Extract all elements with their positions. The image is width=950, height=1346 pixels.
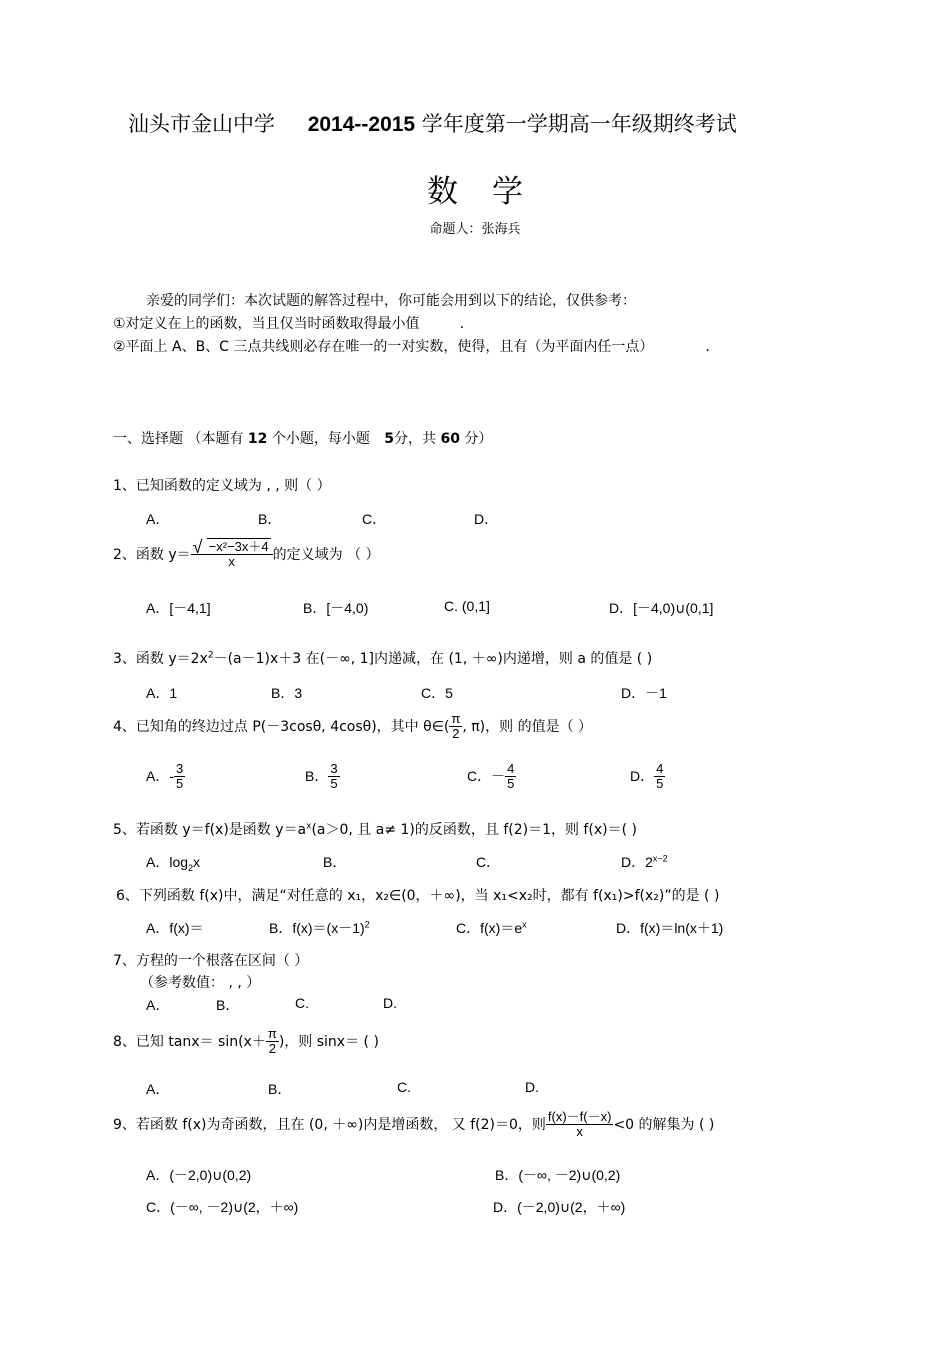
- section-pre: 一、选择题 （本题有: [113, 431, 244, 447]
- question-6-stem: 6、下列函数 f(x)中，满足“对任意的 x₁，x₂∈(0，＋∞)，当 x₁<x₂时，都有 f(x₁)>f(x₂)”的是 ( ): [116, 888, 720, 904]
- q5-sup: x: [306, 821, 312, 832]
- q2-option-b: B．[－4,0): [303, 600, 369, 616]
- q5-post: (a＞0, 且 a≠ 1)的反函数，且 f(2)＝1，则 f(x)＝( ): [311, 822, 637, 838]
- q2-pre: 2、函数 y＝: [113, 547, 191, 564]
- q7-option-a: A．: [146, 997, 170, 1013]
- q4-numerator: π: [451, 711, 461, 726]
- q3-pre: 3、函数 y＝2x: [113, 651, 208, 667]
- q7-reference: （参考数值： , , ）: [140, 975, 261, 991]
- q4-option-a: [146, 762, 185, 790]
- q4-d-label: D．: [630, 768, 655, 785]
- q7-option-d: D.: [383, 995, 397, 1011]
- q9-denominator: x: [576, 1123, 583, 1139]
- subject-heading: 数学: [427, 174, 557, 210]
- q8-post: )，则 sinx＝ ( ): [278, 1034, 379, 1051]
- q4-pre: 4、已知角的终边过点 P(－3cosθ, 4cosθ)，其中 θ∈(: [113, 719, 450, 736]
- q5-d-pre: D．2: [621, 854, 653, 870]
- title-school: 汕头市金山中学: [128, 112, 275, 136]
- question-3-stem: [113, 648, 652, 668]
- intro-line-2: [113, 313, 464, 333]
- q3-option-d: D．－1: [621, 685, 667, 701]
- section-points-each: 5: [384, 431, 395, 447]
- q1-option-d: D．: [474, 511, 499, 527]
- q8-option-a: A．: [146, 1081, 170, 1097]
- section-mid1: 个小题，每小题: [271, 431, 370, 447]
- q2-option-d: D．[－4,0)∪(0,1]: [609, 600, 714, 616]
- q5-option-c: C．: [476, 854, 501, 870]
- q6-b-sup: 2: [364, 919, 370, 930]
- q9-numerator: f(x)－f(－x): [547, 1109, 612, 1124]
- q4-option-b: [305, 762, 340, 790]
- q2-denominator: x: [228, 553, 235, 569]
- q4-c-label: C．－: [467, 768, 506, 785]
- q2-option-a: A．[－4,1]: [146, 600, 211, 616]
- section-count: 12: [247, 431, 268, 447]
- q5-a-pre: A．log: [146, 854, 189, 870]
- q4-c-fraction: [505, 762, 516, 790]
- q5-pre: 5、若函数 y＝f(x)是函数 y＝a: [113, 822, 307, 838]
- q2-numerator: −x²−3x＋4: [208, 539, 269, 554]
- q4-b-label: B．: [305, 768, 329, 785]
- q1-option-c: C．: [362, 511, 387, 527]
- q2-post: 的定义域为 （ ）: [272, 547, 380, 564]
- q6-c-pre: C．f(x)＝e: [456, 920, 523, 936]
- q2-option-c: C. (0,1]: [444, 598, 490, 614]
- q7-option-b: B．: [216, 997, 240, 1013]
- q4-b-den: 5: [330, 775, 338, 791]
- q5-a-post: x: [193, 854, 201, 870]
- q5-d-sup: x−2: [652, 853, 668, 864]
- q4-a-fraction: [174, 762, 185, 790]
- q1-option-a: A．: [146, 511, 170, 527]
- q4-b-num: 3: [330, 761, 338, 776]
- q4-d-den: 5: [656, 775, 664, 791]
- q9-option-a: A．(－2,0)∪(0,2): [146, 1167, 252, 1183]
- q8-option-d: D.: [525, 1079, 539, 1095]
- q7-option-c: C.: [295, 995, 309, 1011]
- section-heading: [113, 428, 492, 448]
- question-7-stem: 7、方程的一个根落在区间（ ）: [113, 953, 309, 969]
- q4-a-label: A．-: [146, 768, 174, 785]
- question-8-stem: [113, 1027, 379, 1055]
- q3-sup: 2: [207, 650, 214, 661]
- q1-option-b: B．: [258, 511, 282, 527]
- q4-option-c: [467, 762, 516, 790]
- q6-b-pre: B．f(x)＝(x－1): [269, 920, 365, 936]
- question-1-stem: 1、已知函数的定义域为 , , 则（ ）: [113, 478, 331, 494]
- intro-line-3: [113, 336, 710, 356]
- q4-c-num: 4: [507, 761, 515, 776]
- q3-option-b: B．3: [271, 685, 303, 701]
- intro-line-2-end: .: [459, 316, 465, 332]
- title-year: 2014--2015: [307, 113, 416, 136]
- q4-a-num: 3: [176, 761, 184, 776]
- q9-option-d: D．(－2,0)∪(2，＋∞): [493, 1199, 626, 1215]
- q4-post: , π)，则 的值是（ ）: [462, 719, 593, 736]
- q4-denominator: 2: [452, 725, 460, 741]
- q4-d-num: 4: [656, 761, 664, 776]
- author-line: 命题人：张海兵: [429, 222, 521, 237]
- q8-option-b: B．: [268, 1081, 292, 1097]
- q5-option-d: [621, 852, 668, 872]
- q3-post: －(a－1)x＋3 在(－∞, 1]内递减，在 (1, ＋∞)内递增，则 a 的值是 ( ): [213, 651, 653, 667]
- question-5-stem: [113, 819, 637, 839]
- intro-line-3-end: .: [705, 339, 710, 355]
- title-term: 学年度第一学期高一年级期终考试: [421, 112, 737, 136]
- q4-b-fraction: [328, 762, 339, 790]
- intro-line-1: 亲爱的同学们：本次试题的解答过程中，你可能会用到以下的结论，仅供参考：: [146, 293, 636, 309]
- q5-option-a: [146, 852, 200, 873]
- intro-line-2-text: ①对定义在上的函数，当且仅当时函数取得最小值: [113, 316, 420, 332]
- q8-pre: 8、已知 tanx＝ sin(x＋: [113, 1034, 266, 1051]
- q9-post: <0 的解集为 ( ): [613, 1117, 715, 1134]
- q9-option-c: C．(－∞, －2)∪(2，＋∞): [146, 1199, 299, 1215]
- section-post: 分）: [464, 431, 493, 447]
- q4-option-d: [630, 762, 665, 790]
- q6-option-c: [456, 918, 527, 938]
- q6-option-a: A．f(x)＝: [146, 920, 204, 936]
- q8-denominator: 2: [268, 1040, 276, 1056]
- intro-line-3-text: ②平面上 A、B、C 三点共线则必存在唯一的一对实数，使得，且有（为平面内任一点）: [113, 339, 654, 355]
- q6-option-d: D．f(x)＝ln(x＋1): [616, 920, 724, 936]
- q4-a-den: 5: [176, 775, 184, 791]
- q4-d-fraction: [654, 762, 665, 790]
- q6-c-sup: x: [522, 919, 527, 930]
- section-points-total: 60: [440, 431, 460, 447]
- q5-a-sub: 2: [188, 862, 194, 873]
- q3-option-a: A．1: [146, 685, 178, 701]
- q2-fraction: [191, 537, 273, 569]
- question-2-stem: [113, 537, 380, 569]
- q8-numerator: π: [267, 1026, 277, 1041]
- q6-option-b: [269, 918, 370, 938]
- exam-title: [128, 108, 737, 138]
- q9-fraction: [546, 1110, 614, 1138]
- section-mid2: 分，共: [394, 431, 437, 447]
- question-4-stem: [113, 712, 592, 740]
- q5-option-b: B．: [323, 854, 347, 870]
- q4-fraction: [449, 712, 462, 740]
- q8-fraction: [266, 1027, 279, 1055]
- q2-sqrt: √ −x²−3x＋4: [192, 537, 269, 557]
- q8-option-c: C.: [397, 1079, 411, 1095]
- q3-option-c: C．5: [421, 685, 453, 701]
- q9-pre: 9、若函数 f(x)为奇函数，且在 (0, ＋∞)内是增函数， 又 f(2)＝0，则: [113, 1117, 546, 1134]
- question-9-stem: [113, 1110, 714, 1138]
- q9-option-b: B．(－∞, －2)∪(0,2): [495, 1167, 621, 1183]
- q4-c-den: 5: [507, 775, 515, 791]
